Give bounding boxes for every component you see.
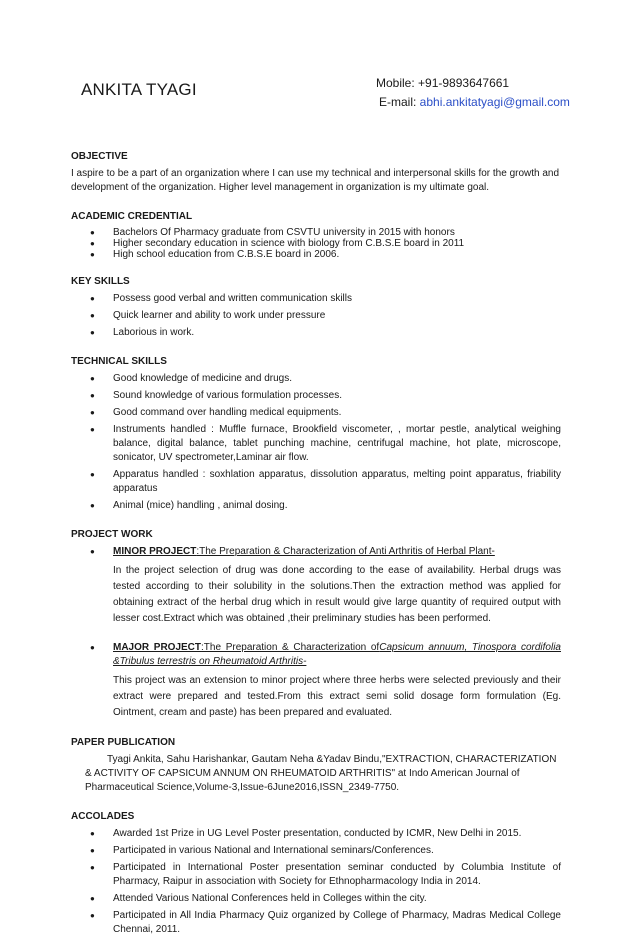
- objective-text: I aspire to be a part of an organization where I can use my technical and interpersonal skills for the growth and development of the organization. Higher level management in organization is my ultimate goal.: [71, 168, 560, 193]
- email-label: E-mail:: [379, 95, 420, 109]
- resume-body: [71, 150, 561, 940]
- project-work-heading: PROJECT WORK: [71, 529, 153, 540]
- candidate-name: ANKITA TYAGI: [81, 80, 197, 99]
- objective-heading: OBJECTIVE: [71, 151, 128, 162]
- list-item: ● Sound knowledge of various formulation processes.: [71, 389, 561, 403]
- list-item: ● Attended Various National Conferences held in Colleges within the city.: [71, 892, 561, 906]
- minor-project-label: MINOR PROJECT: [113, 546, 197, 557]
- contact-block: [376, 74, 570, 112]
- list-item: ● Participated in various National and International seminars/Conferences.: [71, 844, 561, 858]
- major-project-item: [71, 641, 561, 721]
- list-item: ● Apparatus handled : soxhlation apparatus, dissolution apparatus, melting point apparatus, friability apparatus: [71, 468, 561, 496]
- publication-heading: PAPER PUBLICATION: [71, 737, 176, 748]
- list-item: ● High school education from C.B.S.E board in 2006.: [71, 249, 561, 260]
- mobile-number: Mobile: +91-9893647661: [376, 76, 510, 90]
- major-project-description: This project was an extension to minor project where three herbs were selected previously and their extract were prepared and tested.From this extract semi solid dosage form formulation (Eg. Ointment, cream and paste) has been prepared and evaluated.: [113, 675, 561, 718]
- publication-line: Tyagi Ankita, Sahu Harishankar, Gautam Neha &Yadav Bindu,"EXTRACTION, CHARACTERIZATION: [107, 754, 557, 765]
- minor-project-description: In the project selection of drug was done according to the ease of availability. Herbal drugs was tested according to their solubility in the solutions.Then the extraction method was applied for obtaining extract of the herbal drug which in result would give large quantity of required output with lesser cost.Extract which was obtained ,their preliminary studies has been performed.: [113, 565, 561, 624]
- minor-project-item: [71, 545, 561, 627]
- list-item: ● Good knowledge of medicine and drugs.: [71, 372, 561, 386]
- technical-skills-heading: TECHNICAL SKILLS: [71, 356, 167, 367]
- major-project-label: MAJOR PROJECT: [113, 642, 202, 653]
- list-item: ● Bachelors Of Pharmacy graduate from CSVTU university in 2015 with honors: [71, 227, 561, 238]
- list-item: ● Possess good verbal and written communication skills: [71, 292, 561, 306]
- publication-line: & ACTIVITY OF CAPSICUM ANNUM ON RHEUMATOID ARTHRITIS" at Indo American Journal of: [85, 768, 520, 779]
- project-list: [71, 545, 561, 721]
- list-item: ● Quick learner and ability to work under pressure: [71, 309, 561, 323]
- publication-line: Pharmaceutical Science,Volume-3,Issue-6June2016,ISSN_2349-7750.: [85, 782, 400, 793]
- list-item: ● Participated in International Poster presentation seminar conducted by Columbia Institute of Pharmacy, Raipur in association with Society for Ethnopharmacology India in 2014.: [71, 861, 561, 889]
- academic-heading: ACADEMIC CREDENTIAL: [71, 211, 193, 222]
- list-item: ● Instruments handled : Muffle furnace, Brookfield viscometer, , mortar pestle, analytical weighing balance, digital balance, tablet punching machine, centrifugal machine, hot plate, microscope, sonicator, UV spectrometer,Laminar air flow.: [71, 423, 561, 465]
- technical-skills-list: [71, 372, 561, 513]
- key-skills-heading: KEY SKILLS: [71, 276, 130, 287]
- list-item: ● Participated in All India Pharmacy Quiz organized by College of Pharmacy, Madras Medical College Chennai, 2011.: [71, 909, 561, 937]
- accolades-list: [71, 827, 561, 937]
- major-project-title: :The Preparation & Characterization of: [201, 642, 380, 653]
- list-item: ● Good command over handling medical equipments.: [71, 406, 561, 420]
- minor-project-title: :The Preparation & Characterization of Anti Arthritis of Herbal Plant-: [196, 546, 495, 557]
- list-item: ● Awarded 1st Prize in UG Level Poster presentation, conducted by ICMR, New Delhi in 2015.: [71, 827, 561, 841]
- key-skills-list: [71, 292, 561, 340]
- list-item: ● Animal (mice) handling , animal dosing.: [71, 499, 561, 513]
- list-item: ● Laborious in work.: [71, 326, 561, 340]
- email-link[interactable]: abhi.ankitatyagi@gmail.com: [419, 95, 570, 109]
- email-row: [376, 93, 570, 112]
- list-item: ● Higher secondary education in science with biology from C.B.S.E board in 2011: [71, 238, 561, 249]
- publication-text: [71, 753, 561, 795]
- major-project-title-italic: Capsicum annuum, Tinospora cordifolia &Tribulus terrestris on Rheumatoid Arthritis-: [113, 642, 561, 667]
- accolades-heading: ACCOLADES: [71, 811, 135, 822]
- academic-list: [71, 227, 561, 260]
